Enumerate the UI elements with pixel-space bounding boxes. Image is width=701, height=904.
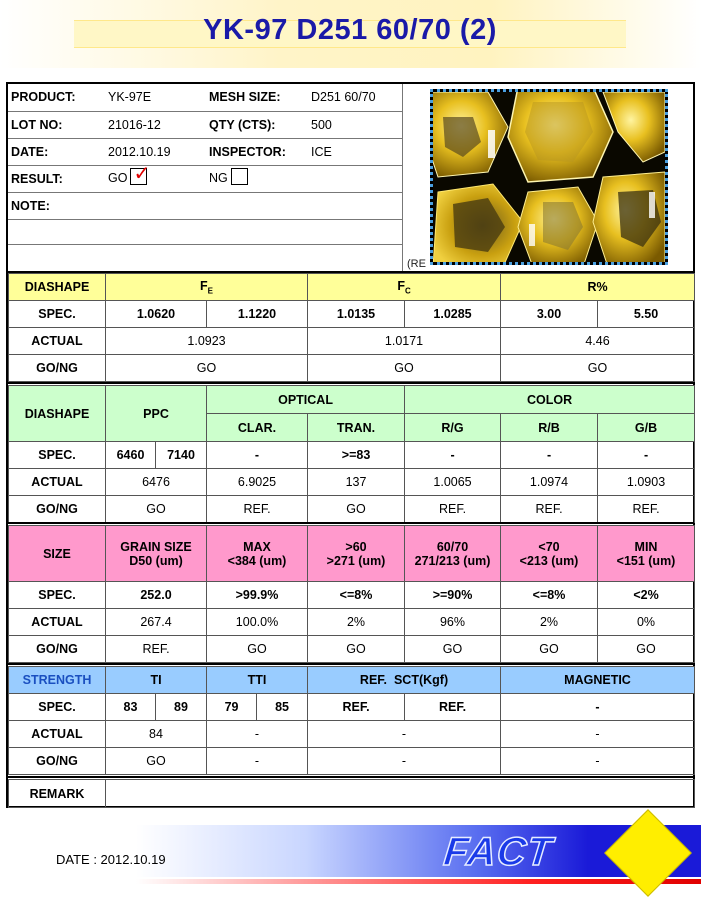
- gong-cell: REF.: [106, 636, 207, 663]
- actual-cell: 1.0903: [598, 469, 695, 496]
- spec-cell: 6460: [106, 442, 156, 469]
- actual-cell: 2%: [308, 609, 405, 636]
- gb-header: G/B: [598, 414, 695, 442]
- actual-cell: 6.9025: [207, 469, 308, 496]
- ppc-header: PPC: [106, 386, 207, 442]
- gong-cell: REF.: [207, 496, 308, 523]
- gong-label: GO/NG: [9, 748, 106, 775]
- section-diashape-optical: [8, 385, 695, 523]
- gong-label: GO/NG: [9, 636, 106, 663]
- rg-header: R/G: [405, 414, 501, 442]
- gong-cell: GO: [308, 636, 405, 663]
- spec-label: SPEC.: [9, 582, 106, 609]
- actual-cell: -: [501, 721, 695, 748]
- actual-label: ACTUAL: [9, 328, 106, 355]
- spec-cell: 252.0: [106, 582, 207, 609]
- gong-label: GO/NG: [9, 355, 106, 382]
- spec-cell: <=8%: [308, 582, 405, 609]
- qty-value: 500: [308, 111, 402, 138]
- actual-cell: 100.0%: [207, 609, 308, 636]
- fc-header: $F_C$: [308, 274, 501, 301]
- section-separator: [8, 522, 694, 524]
- actual-label: ACTUAL: [9, 721, 106, 748]
- spec-cell: >99.9%: [207, 582, 308, 609]
- actual-cell: 6476: [106, 469, 207, 496]
- section-separator: [8, 382, 694, 384]
- actual-cell: 1.0923: [106, 328, 308, 355]
- actual-cell: 137: [308, 469, 405, 496]
- result-label: RESULT:: [8, 165, 105, 192]
- info-table: [8, 84, 402, 220]
- mesh-value: D251 60/70: [308, 84, 402, 111]
- spec-cell: 1.0285: [405, 301, 501, 328]
- strength-header: STRENGTH: [9, 667, 106, 694]
- spec-cell: >=90%: [405, 582, 501, 609]
- lot-label: LOT NO:: [8, 111, 105, 138]
- note-label: NOTE:: [8, 192, 105, 219]
- spec-cell: REF.: [405, 694, 501, 721]
- check-icon: ✓: [133, 163, 151, 185]
- 60-70-header: 60/70 271/213 (um): [405, 526, 501, 582]
- gong-cell: GO: [207, 636, 308, 663]
- gong-cell: GO: [501, 636, 598, 663]
- gong-cell: GO: [308, 355, 501, 382]
- spec-cell: -: [405, 442, 501, 469]
- gong-cell: GO: [598, 636, 695, 663]
- actual-cell: -: [308, 721, 501, 748]
- note-line: [8, 244, 402, 245]
- diamond-crystals-image: [433, 92, 665, 262]
- spec-cell: -: [501, 442, 598, 469]
- gong-cell: GO: [308, 496, 405, 523]
- qty-label: QTY (CTS):: [206, 111, 308, 138]
- actual-cell: 96%: [405, 609, 501, 636]
- optical-header: OPTICAL: [207, 386, 405, 414]
- spec-cell: 1.0135: [308, 301, 405, 328]
- ng-label: NG: [209, 170, 228, 185]
- actual-cell: 1.0065: [405, 469, 501, 496]
- section-strength: [8, 666, 695, 775]
- footer-red-line: [136, 879, 701, 884]
- page-title: YK-97 D251 60/70 (2): [203, 14, 497, 46]
- spec-label: SPEC.: [9, 301, 106, 328]
- actual-label: ACTUAL: [9, 469, 106, 496]
- gong-cell: GO: [501, 355, 695, 382]
- color-header: COLOR: [405, 386, 695, 414]
- spec-cell: <=8%: [501, 582, 598, 609]
- tti-header: TTI: [207, 667, 308, 694]
- max-header: MAX <384 (um): [207, 526, 308, 582]
- gong-cell: GO: [106, 496, 207, 523]
- section-separator: [8, 776, 694, 778]
- date-value: 2012.10.19: [105, 138, 206, 165]
- spec-cell: -: [501, 694, 695, 721]
- tran-header: TRAN.: [308, 414, 405, 442]
- gong-cell: -: [501, 748, 695, 775]
- diashape-header: DIASHAPE: [9, 274, 106, 301]
- spec-cell: REF.: [308, 694, 405, 721]
- gong-label: GO/NG: [9, 496, 106, 523]
- spec-cell: 85: [257, 694, 308, 721]
- go-label: GO: [108, 170, 128, 185]
- spec-cell: -: [598, 442, 695, 469]
- spec-cell: -: [207, 442, 308, 469]
- go-checkbox[interactable]: [130, 163, 151, 185]
- result-ng: [206, 165, 308, 192]
- clar-header: CLAR.: [207, 414, 308, 442]
- spec-cell: 89: [156, 694, 207, 721]
- r-header: R%: [501, 274, 695, 301]
- actual-cell: 0%: [598, 609, 695, 636]
- gong-cell: -: [207, 748, 308, 775]
- gong-cell: REF.: [405, 496, 501, 523]
- rb-header: R/B: [501, 414, 598, 442]
- spec-cell: 1.1220: [207, 301, 308, 328]
- info-divider: [402, 84, 403, 272]
- gong-cell: REF.: [501, 496, 598, 523]
- size-header: SIZE: [9, 526, 106, 582]
- magnetic-header: MAGNETIC: [501, 667, 695, 694]
- fact-logo: FACT: [441, 830, 555, 874]
- remark-label: REMARK: [9, 780, 106, 808]
- spec-label: SPEC.: [9, 442, 106, 469]
- section-separator: [8, 663, 694, 665]
- inspector-label: INSPECTOR:: [206, 138, 308, 165]
- product-value: YK-97E: [105, 84, 206, 111]
- spec-cell: 1.0620: [106, 301, 207, 328]
- remark-field[interactable]: [106, 780, 695, 808]
- diamond-photo: [430, 89, 668, 265]
- spec-cell: 83: [106, 694, 156, 721]
- actual-cell: -: [207, 721, 308, 748]
- min-header: MIN <151 (um): [598, 526, 695, 582]
- product-label: PRODUCT:: [8, 84, 105, 111]
- spec-cell: 79: [207, 694, 257, 721]
- mesh-label: MESH SIZE:: [206, 84, 308, 111]
- section-diashape-f: [8, 273, 695, 382]
- ti-header: TI: [106, 667, 207, 694]
- grain-size-header: GRAIN SIZE D50 (um): [106, 526, 207, 582]
- actual-label: ACTUAL: [9, 609, 106, 636]
- spec-cell: 7140: [156, 442, 207, 469]
- ng-checkbox[interactable]: [231, 168, 248, 185]
- result-go: [105, 165, 206, 192]
- diashape-header: DIASHAPE: [9, 386, 106, 442]
- section-size: [8, 525, 695, 663]
- spec-cell: 3.00: [501, 301, 598, 328]
- actual-cell: 84: [106, 721, 207, 748]
- sct-header: REF. SCT(Kgf): [308, 667, 501, 694]
- actual-cell: 1.0974: [501, 469, 598, 496]
- spec-cell: 5.50: [598, 301, 695, 328]
- gong-cell: REF.: [598, 496, 695, 523]
- gong-cell: -: [308, 748, 501, 775]
- spec-cell: >=83: [308, 442, 405, 469]
- under-70-header: <70 <213 (um): [501, 526, 598, 582]
- footer-date: DATE : 2012.10.19: [56, 852, 166, 867]
- gong-cell: GO: [106, 355, 308, 382]
- lot-value: 21016-12: [105, 111, 206, 138]
- note-field[interactable]: [105, 192, 402, 219]
- photo-reference: (RE: [407, 258, 426, 270]
- spec-cell: <2%: [598, 582, 695, 609]
- gong-cell: GO: [405, 636, 501, 663]
- actual-cell: 267.4: [106, 609, 207, 636]
- actual-cell: 1.0171: [308, 328, 501, 355]
- remark-row: [8, 779, 695, 808]
- gong-cell: GO: [106, 748, 207, 775]
- fe-header: $F_E$: [106, 274, 308, 301]
- inspector-value: ICE: [308, 138, 402, 165]
- actual-cell: 2%: [501, 609, 598, 636]
- over-60-header: >60 >271 (um): [308, 526, 405, 582]
- actual-cell: 4.46: [501, 328, 695, 355]
- spec-label: SPEC.: [9, 694, 106, 721]
- date-label: DATE:: [8, 138, 105, 165]
